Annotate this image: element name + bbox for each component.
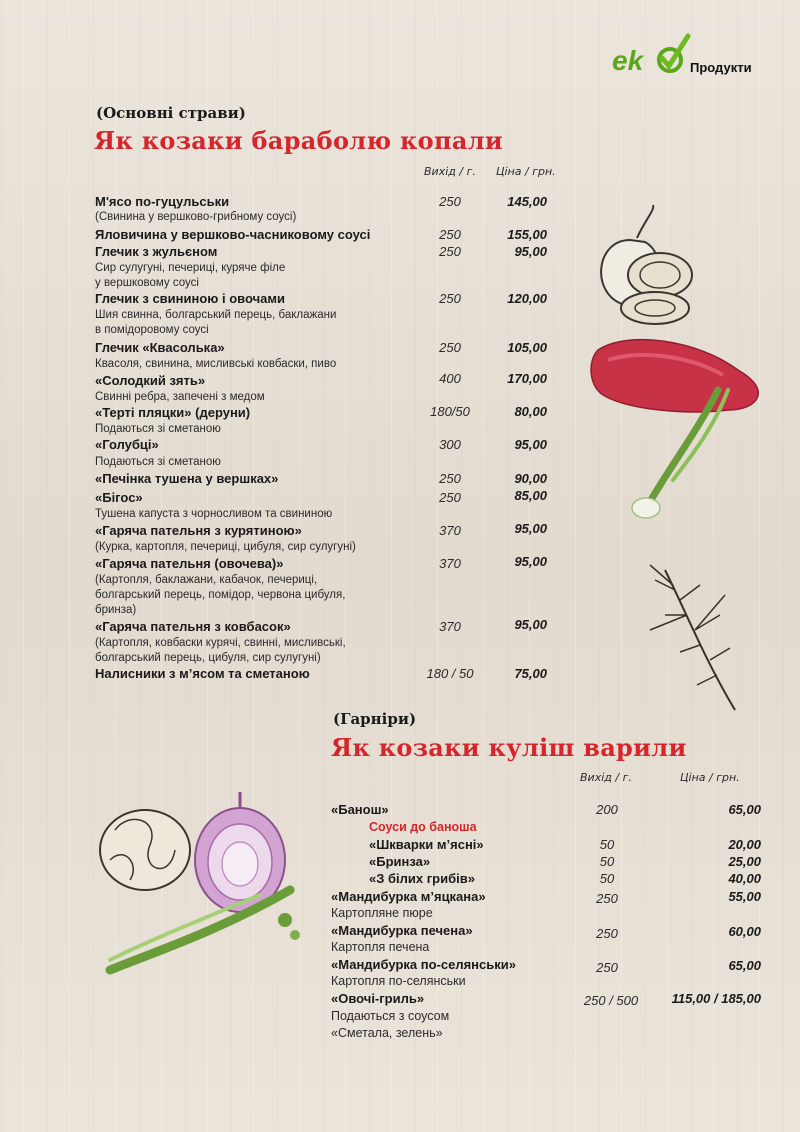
sauce-weight: 50	[599, 837, 615, 852]
dish-weight: 250	[596, 891, 618, 906]
sauce-weight: 50	[599, 854, 615, 869]
dish-name: «Солодкий зять»	[95, 373, 206, 388]
dish-desc: (Свинина у вершково-грибному соусі)	[95, 211, 297, 223]
sauce-name: «З білих грибів»	[369, 871, 475, 886]
logo-ek: ek	[612, 45, 644, 76]
dish-desc: болгарський перець, помідор, червона цибуля,	[95, 589, 346, 601]
dish-price: 95,00	[514, 521, 547, 536]
dish-weight: 370	[439, 556, 461, 571]
dish-price: 55,00	[728, 889, 761, 904]
dish-name: Глечик з жульєном	[95, 244, 218, 259]
dish-weight: 250	[439, 227, 461, 242]
dish-weight: 250	[596, 960, 618, 975]
dish-name: «Мандибурка печена»	[331, 923, 473, 938]
dish-name: М'ясо по-гуцульськи	[95, 194, 230, 209]
dish-desc: Картопляне пюре	[331, 906, 433, 920]
dish-desc: у вершковому соусі	[95, 277, 199, 289]
dish-weight: 300	[439, 437, 461, 452]
dish-weight: 250	[596, 926, 618, 941]
dish-price: 65,00	[728, 802, 761, 817]
sauce-name: «Бринза»	[369, 854, 431, 869]
dish-desc: Сир сулугуні, печериці, куряче філе	[95, 262, 286, 274]
dish-desc: Подаються зі сметаною	[95, 423, 221, 435]
vegetables-illustration	[90, 790, 310, 994]
dish-price: 115,00 / 185,00	[671, 991, 761, 1006]
dish-name: «Терті пляцки» (деруни)	[95, 405, 251, 420]
dish-weight: 250 / 500	[583, 993, 639, 1008]
dish-desc: Тушена капуста з чорносливом та свининою	[95, 508, 333, 520]
sauce-weight: 50	[599, 871, 615, 886]
section1-subtitle: (Основні страви)	[96, 104, 246, 122]
dish-price: 155,00	[507, 227, 547, 242]
dish-name: «Овочі-гриль»	[331, 991, 425, 1006]
dish-desc: Картопля по-селянськи	[331, 974, 466, 988]
dish-desc: Квасоля, свинина, мисливські ковбаски, пиво	[95, 358, 337, 370]
dish-weight: 370	[439, 523, 461, 538]
dish-price: 95,00	[514, 244, 547, 259]
brand-label: Продукти	[690, 60, 752, 75]
dish-name: «Гаряча пательня з ковбасок»	[95, 619, 291, 634]
eko-check-icon	[612, 30, 692, 80]
dish-name: Глечик «Квасолька»	[95, 340, 225, 355]
onion-illustration	[575, 200, 705, 334]
dill-icon	[625, 560, 745, 720]
onion-cabbage-icon	[90, 790, 310, 990]
section2-subtitle: (Гарніри)	[333, 710, 417, 728]
dish-price: 80,00	[514, 404, 547, 419]
eko-logo	[612, 30, 692, 84]
dish-price: 170,00	[507, 371, 547, 386]
dish-price: 95,00	[514, 617, 547, 632]
dish-desc: в помідоровому соусі	[95, 324, 209, 336]
dish-name: «Печінка тушена у вершках»	[95, 471, 279, 486]
dish-name: «Бігос»	[95, 490, 143, 505]
sauce-price: 40,00	[728, 871, 761, 886]
dish-weight: 400	[439, 371, 461, 386]
dish-price: 95,00	[514, 554, 547, 569]
dish-name: Глечик з свининою і овочами	[95, 291, 285, 306]
sauce-price: 20,00	[728, 837, 761, 852]
dish-desc: Подаються зі сметаною	[95, 456, 221, 468]
onion-icon	[575, 200, 705, 330]
dish-name: «Гаряча пательня з курятиною»	[95, 523, 302, 538]
section1-title: Як козаки бараболю копали	[94, 126, 504, 155]
sauce-name: «Шкварки м’ясні»	[369, 837, 484, 852]
dish-weight: 250	[439, 194, 461, 209]
dish-price: 105,00	[507, 340, 547, 355]
dish-price: 120,00	[507, 291, 547, 306]
dish-name: «Гаряча пательня (овочева)»	[95, 556, 284, 571]
sauce-price: 25,00	[728, 854, 761, 869]
dish-name: «Мандибурка по-селянськи»	[331, 957, 516, 972]
dish-desc: болгарський перець, цибуля, сир сулугуні)	[95, 652, 321, 664]
dish-price: 145,00	[507, 194, 547, 209]
dish-weight: 250	[439, 340, 461, 355]
dish-weight: 200	[596, 802, 618, 817]
dish-price: 75,00	[514, 666, 547, 681]
sauces-heading: Соуси до баноша	[369, 820, 477, 834]
dish-desc: Свинні ребра, запечені з медом	[95, 391, 265, 403]
dish-desc: «Сметала, зелень»	[331, 1026, 443, 1040]
dish-name: Налисники з м’ясом та сметаною	[95, 666, 310, 681]
dish-desc: (Курка, картопля, печериці, цибуля, сир сулугуні)	[95, 541, 356, 553]
dish-weight: 250	[439, 244, 461, 259]
section2-col-price: Ціна / грн.	[680, 771, 740, 784]
dish-name: «Мандибурка м’яцкана»	[331, 889, 486, 904]
dish-name: Яловичина у вершково-часниковому соусі	[95, 227, 371, 242]
dish-desc: Картопля печена	[331, 940, 430, 954]
section1-col-weight: Вихід / г.	[424, 165, 476, 178]
dish-weight: 250	[439, 471, 461, 486]
dish-price: 85,00	[514, 488, 547, 503]
section1-col-price: Ціна / грн.	[496, 165, 556, 178]
dish-desc: (Картопля, баклажани, кабачок, печериці,	[95, 574, 318, 586]
section2-col-weight: Вихід / г.	[580, 771, 632, 784]
dish-weight: 250	[439, 490, 461, 505]
dish-weight: 180/50	[430, 404, 470, 419]
dish-name: «Голубці»	[95, 437, 159, 452]
dish-weight: 370	[439, 619, 461, 634]
dill-illustration	[625, 560, 745, 724]
meat-illustration	[588, 330, 778, 534]
dish-name: «Банош»	[331, 802, 389, 817]
dish-weight: 250	[439, 291, 461, 306]
dish-desc: Подаються з соусом	[331, 1009, 450, 1023]
section2-title: Як козаки куліш варили	[331, 733, 687, 762]
dish-price: 95,00	[514, 437, 547, 452]
meat-and-onion-icon	[588, 330, 778, 530]
dish-weight: 180 / 50	[426, 666, 474, 681]
dish-price: 65,00	[728, 958, 761, 973]
dish-price: 90,00	[514, 471, 547, 486]
dish-desc: (Картопля, ковбаски курячі, свинні, мисливські,	[95, 637, 346, 649]
dish-desc: бринза)	[95, 604, 137, 616]
dish-price: 60,00	[728, 924, 761, 939]
dish-desc: Шия свинна, болгарський перець, баклажани	[95, 309, 337, 321]
